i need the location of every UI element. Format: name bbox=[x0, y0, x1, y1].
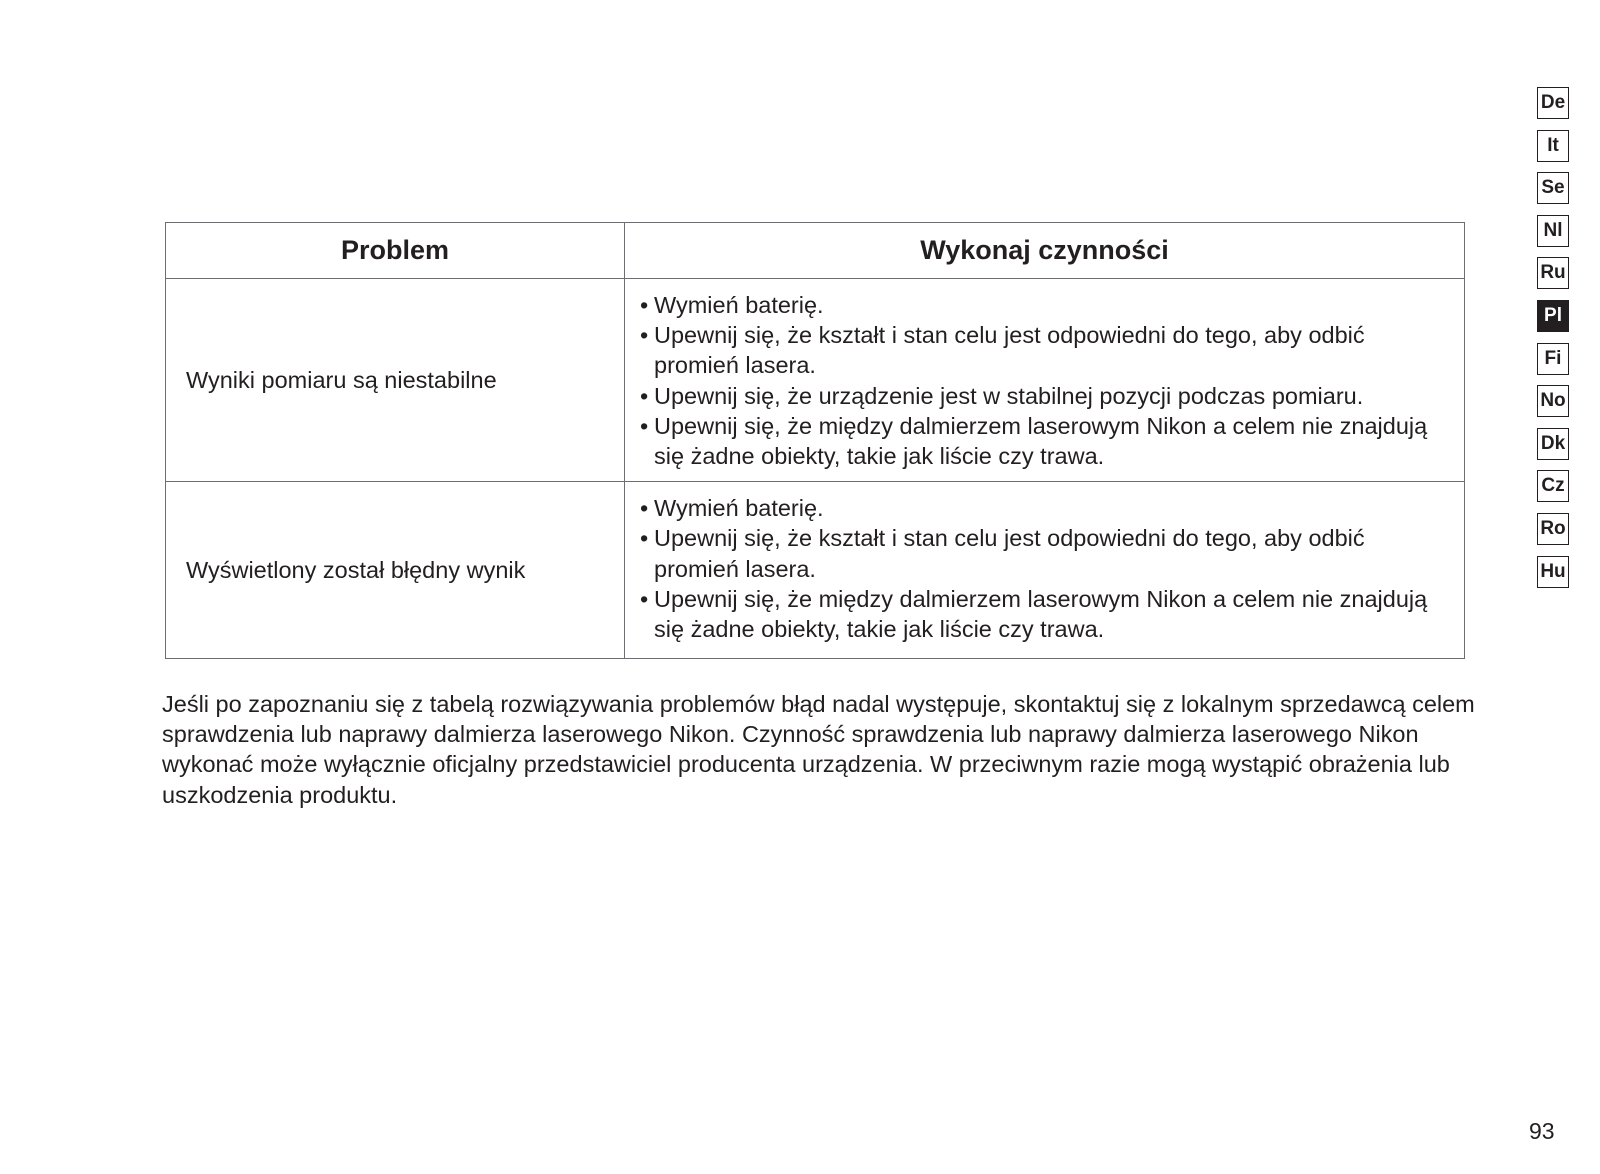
table-row bbox=[166, 279, 1465, 482]
action-list bbox=[640, 290, 1444, 471]
action-list bbox=[640, 493, 1444, 644]
language-tab-cz[interactable]: Cz bbox=[1537, 470, 1569, 502]
language-tab-fi[interactable]: Fi bbox=[1537, 343, 1569, 375]
action-item: • Upewnij się, że między dalmierzem laserowym Nikon a celem nie znajdują się żadne obiekty, takie jak liście czy trawa. bbox=[640, 584, 1444, 644]
language-tab-no[interactable]: No bbox=[1537, 385, 1569, 417]
problem-cell: Wyświetlony został błędny wynik bbox=[166, 482, 625, 659]
language-tab-hu[interactable]: Hu bbox=[1537, 556, 1569, 588]
language-tab-pl[interactable]: Pl bbox=[1537, 300, 1569, 332]
action-item: • Upewnij się, że kształt i stan celu jest odpowiedni do tego, aby odbić promień lasera. bbox=[640, 523, 1444, 583]
action-item: • Upewnij się, że kształt i stan celu jest odpowiedni do tego, aby odbić promień lasera. bbox=[640, 320, 1444, 380]
problem-column-header: Problem bbox=[166, 223, 625, 279]
table-row bbox=[166, 482, 1465, 659]
action-item: • Wymień baterię. bbox=[640, 493, 1444, 523]
language-tab-se[interactable]: Se bbox=[1537, 172, 1569, 204]
page-number: 93 bbox=[1529, 1118, 1555, 1144]
problem-cell: Wyniki pomiaru są niestabilne bbox=[166, 279, 625, 482]
contact-dealer-note: Jeśli po zapoznaniu się z tabelą rozwiązywania problemów błąd nadal występuje, skontaktuj się z lokalnym sprzedawcą celem sprawdzenia lub naprawy dalmierza laserowego Nikon. Czynność sprawdzenia lub naprawy dalmierza laserowego Nikon wykonać może wyłącznie oficjalny przedstawiciel producenta urządzenia. W przeciwnym razie mogą wystąpić obrażenia lub uszkodzenia produktu. bbox=[162, 691, 1475, 808]
language-tab-it[interactable]: It bbox=[1537, 130, 1569, 162]
language-tab-de[interactable]: De bbox=[1537, 87, 1569, 119]
action-item: • Wymień baterię. bbox=[640, 290, 1444, 320]
table-header-row bbox=[166, 223, 1465, 279]
language-tab-ru[interactable]: Ru bbox=[1537, 257, 1569, 289]
language-tabs bbox=[1537, 87, 1569, 598]
action-item: • Upewnij się, że między dalmierzem laserowym Nikon a celem nie znajdują się żadne obiekty, takie jak liście czy trawa. bbox=[640, 411, 1444, 471]
actions-column-header: Wykonaj czynności bbox=[625, 223, 1465, 279]
action-item: • Upewnij się, że urządzenie jest w stabilnej pozycji podczas pomiaru. bbox=[640, 381, 1444, 411]
actions-cell bbox=[625, 482, 1465, 659]
language-tab-ro[interactable]: Ro bbox=[1537, 513, 1569, 545]
actions-cell bbox=[625, 279, 1465, 482]
language-tab-nl[interactable]: Nl bbox=[1537, 215, 1569, 247]
troubleshooting-table bbox=[165, 222, 1465, 659]
language-tab-dk[interactable]: Dk bbox=[1537, 428, 1569, 460]
